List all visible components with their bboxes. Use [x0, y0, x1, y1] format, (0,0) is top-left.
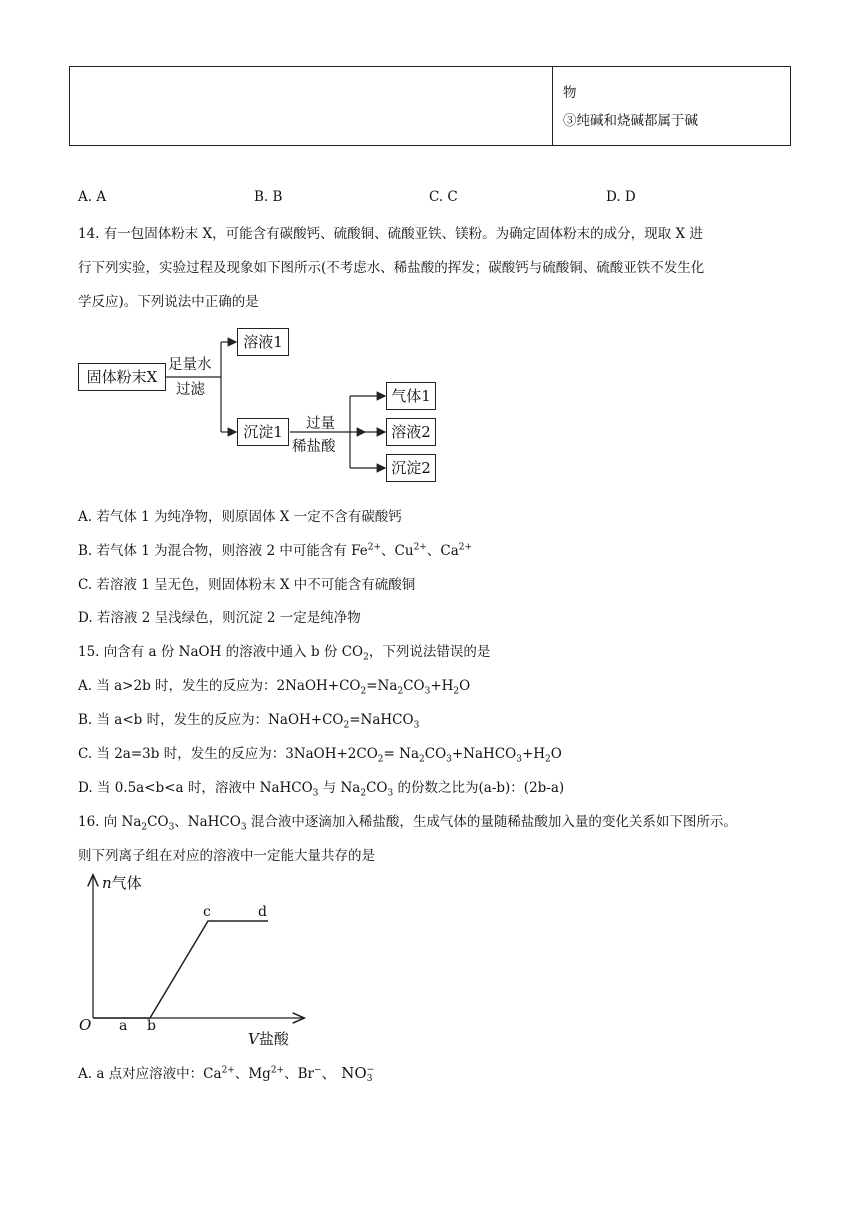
- table-right-line1: 物: [563, 85, 577, 101]
- flow-solution1-box: 溶液1: [237, 328, 289, 356]
- q15-stem: 15. 向含有 a 份 NaOH 的溶液中通入 b 份 $CO_2$，下列说法错误的是: [78, 644, 491, 663]
- q14-stem-line2: 行下列实验，实验过程及现象如下图所示(不考虑水、稀盐酸的挥发；碳酸钙与硫酸铜、硫酸亚铁不发生化: [78, 260, 705, 276]
- graph-origin-label: O: [79, 1016, 92, 1034]
- flow-solution2-box: 溶液2: [386, 418, 436, 446]
- graph-point-c: c: [203, 904, 211, 920]
- table-left-cell: [70, 67, 553, 146]
- q13-option-c: C. C: [429, 189, 458, 205]
- q15-option-b: B. 当 a<b 时，发生的反应为：$NaOH+CO_2=NaHCO_3$: [78, 712, 420, 731]
- graph-point-d: d: [258, 904, 267, 920]
- flow-start-box: 固体粉末X: [78, 363, 166, 391]
- answer-table: [69, 66, 791, 146]
- q15-option-c: C. 当 2a=3b 时，发生的反应为：$3NaOH+2CO_2=$ $Na_2CO_3+NaHCO_3+H_2O$: [78, 746, 562, 765]
- q15-option-a: A. 当 a>2b 时，发生的反应为：$2NaOH+CO_2=Na_2CO_3+H_2O$: [78, 678, 471, 697]
- q16-option-a: A. a 点对应溶液中：$Ca^{2+}$、$Mg^{2+}$、Br−、 NO − 3: [78, 1064, 375, 1084]
- flow-step2-top: 过量: [306, 416, 335, 432]
- q13-option-d: D. D: [606, 189, 636, 205]
- flow-step2-bottom: 稀盐酸: [292, 439, 336, 455]
- flow-gas1-box: 气体1: [386, 382, 436, 410]
- q14-stem-line1: 14. 有一包固体粉末 X，可能含有碳酸钙、硫酸铜、硫酸亚铁、镁粉。为确定固体粉末的成分，现取 X 进: [78, 226, 703, 242]
- graph-x-label: V盐酸: [248, 1030, 289, 1048]
- graph-point-b: b: [147, 1018, 156, 1034]
- q16-stem-line2: 则下列离子组在对应的溶液中一定能大量共存的是: [78, 848, 375, 864]
- flow-precipitate2-box: 沉淀2: [386, 454, 436, 482]
- q15-option-d: D. 当 0.5a<b<a 时，溶液中 NaHCO$_3$ 与 $Na_2CO_3$ 的份数之比为(a-b)：(2b-a): [78, 780, 565, 799]
- q14-stem-line3: 学反应)。下列说法中正确的是: [78, 294, 259, 310]
- q13-option-a: A. A: [78, 189, 107, 205]
- graph-point-a: a: [119, 1018, 128, 1034]
- q14-option-c: C. 若溶液 1 呈无色，则固体粉末 X 中不可能含有硫酸铜: [78, 577, 416, 593]
- q14-option-a: A. 若气体 1 为纯净物，则原固体 X 一定不含有碳酸钙: [78, 509, 402, 525]
- q16-graph: [78, 868, 308, 1050]
- flow-step1-top: 足量水: [168, 357, 212, 373]
- q14-option-d: D. 若溶液 2 呈浅绿色，则沉淀 2 一定是纯净物: [78, 610, 361, 626]
- table-right-cell: [553, 67, 791, 146]
- q16-stem-line1: 16. 向 $Na_2CO_3$、NaHCO$_3$ 混合液中逐滴加入稀盐酸，生成气体的量随稀盐酸加入量的变化关系如下图所示。: [78, 814, 737, 833]
- flow-step1-bottom: 过滤: [176, 382, 205, 398]
- q13-option-b: B. B: [254, 189, 283, 205]
- graph-axes-and-curve: [78, 868, 308, 1050]
- q14-flowchart: [78, 325, 448, 490]
- q14-option-b: B. 若气体 1 为混合物，则溶液 2 中可能含有 $Fe^{2+}$、$Cu^{2+}$、$Ca^{2+}$: [78, 542, 473, 559]
- table-right-line2: ③纯碱和烧碱都属于碱: [563, 113, 698, 129]
- graph-y-label: n气体: [102, 874, 142, 892]
- flow-precipitate1-box: 沉淀1: [237, 418, 289, 446]
